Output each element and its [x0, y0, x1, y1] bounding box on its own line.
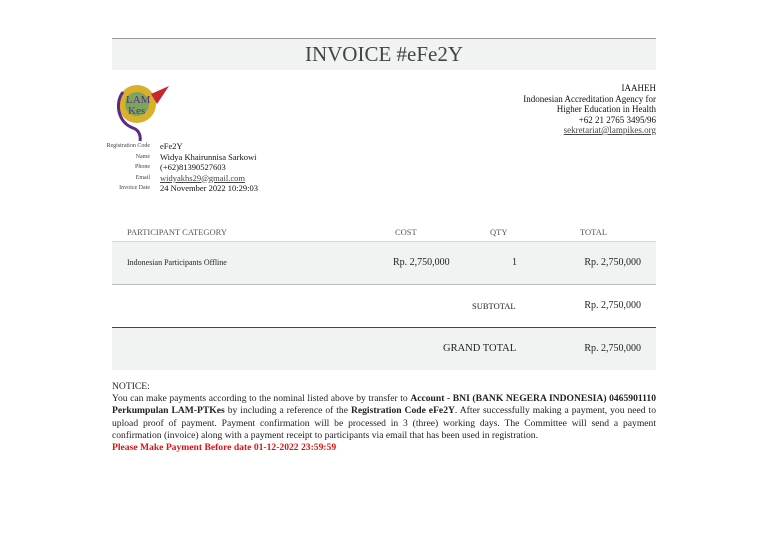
invoice-date-label: Invoice Date — [119, 185, 150, 191]
participant-email-link[interactable]: widyakhs29@gmail.com — [160, 172, 246, 183]
notice-body: You can make payments according to the nominal listed above by transfer to Account - BNI (BANK NEGERA INDONESIA) 0465901110 Perkumpulan LAM-PTKes by including a reference of the Registration Code eFe2Y. After successfully making a payment, you need to upload proof of payment. Payment confirmation will be processed in 3 (three) working days. The Committee will send a payment confirmation (invoice) along with a payment receipt to participants via email that has been used in registration. — [112, 393, 657, 441]
bank-account: Account - BNI (BANK NEGERA INDONESIA) 0465901110 Perkumpulan LAM-PTKes — [112, 393, 656, 417]
company-name: IAAHEH — [621, 83, 656, 93]
row-cost: Rp. 2,750,000 — [393, 257, 450, 268]
registration-code-reference: Registration Code eFe2Y — [350, 405, 455, 417]
invoice-date: 24 November 2022 10:29:03 — [160, 183, 258, 193]
header-category: PARTICIPANT CATEGORY — [127, 227, 228, 237]
row-category: Indonesian Participants Offline — [127, 258, 227, 267]
invoice-title-bar — [112, 38, 656, 70]
name-label: Name — [135, 153, 150, 160]
table-header — [112, 221, 656, 242]
subtotal-label: SUBTOTAL — [472, 301, 516, 311]
grand-total-label: GRAND TOTAL — [443, 343, 517, 354]
header-cost: COST — [395, 227, 417, 237]
row-qty: 1 — [512, 257, 517, 268]
registration-details — [99, 141, 258, 194]
svg-text:LAM: LAM — [126, 94, 151, 106]
invoice-title: INVOICE #eFe2Y — [304, 42, 464, 66]
table-row — [112, 242, 656, 285]
registration-code: eFe2Y — [160, 141, 183, 151]
registration-code-label: Registration Code — [106, 143, 150, 149]
company-line1: Indonesian Accreditation Agency for — [523, 93, 656, 104]
payment-notice — [112, 381, 656, 454]
svg-text:Kes: Kes — [128, 105, 146, 117]
subtotal-row — [112, 285, 656, 328]
company-line2: Higher Education in Health — [556, 104, 656, 114]
grand-total-row — [112, 328, 656, 370]
payment-deadline: Please Make Payment Before date 01-12-2022 23:59:59 — [112, 442, 337, 454]
participant-name: Widya Khairunnisa Sarkowi — [160, 151, 257, 162]
notice-label: NOTICE: — [112, 381, 150, 392]
invoice-items-table — [112, 221, 656, 370]
grand-total-value: Rp. 2,750,000 — [584, 343, 641, 354]
company-info — [523, 83, 656, 136]
phone-label: Phone — [135, 164, 150, 170]
email-label: Email — [135, 174, 150, 181]
header-qty: QTY — [490, 227, 508, 237]
row-total: Rp. 2,750,000 — [584, 257, 641, 268]
header-total: TOTAL — [580, 227, 608, 237]
participant-phone: (+62)81390527603 — [160, 162, 226, 172]
company-email-link[interactable]: sekretariat@lampikes.org — [563, 125, 656, 135]
company-phone: +62 21 2765 3495/96 — [578, 114, 656, 125]
lam-ptkes-logo — [113, 84, 173, 142]
subtotal-value: Rp. 2,750,000 — [584, 300, 641, 311]
